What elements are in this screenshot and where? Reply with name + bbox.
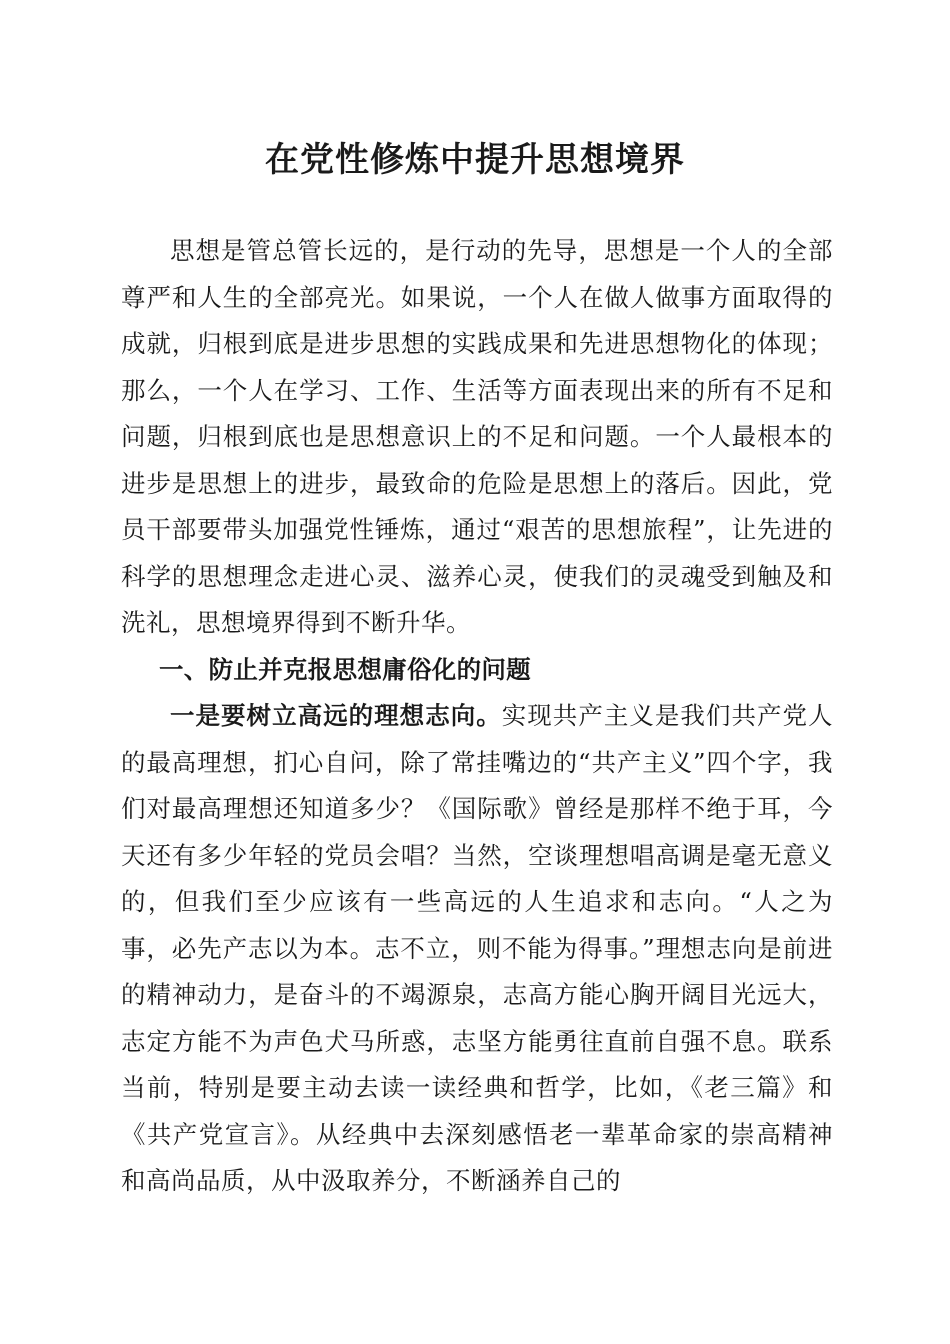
section-1-body-text: 实现共产主义是我们共产党人的最高理想，扪心自问，除了常挂嘴边的“共产主义”四个字，我们对最高理想还知道多少？《国际歌》曾经是那样不绝于耳，今天还有多少年轻的党员会唱？当然，空谈理想唱高调是毫无意义的，但我们至少应该有一些高远的人生追求和志向。“人之为事，必先产志以为本。志不立，则不能为得事。”理想志向是前进的精神动力，是奋斗的不竭源泉，志高方能心胸开阔目光远大，志定方能不为声色犬马所惑，志坚方能勇往直前自强不息。联系当前，特别是要主动去读一读经典和哲学，比如，《老三篇》和《共产党宣言》。从经典中去深刻感悟老一辈革命家的崇高精神和高尚品质，从中汲取养分，不断涵养自己的 bbox=[121, 701, 834, 1195]
intro-paragraph: 思想是管总管长远的，是行动的先导，思想是一个人的全部尊严和人生的全部亮光。如果说，一个人在做人做事方面取得的成就，归根到底是进步思想的实践成果和先进思想物化的体现；那么，一个人在学习、工作、生活等方面表现出来的所有不足和问题，归根到底也是思想意识上的不足和问题。一个人最根本的进步是思想上的进步，最致命的危险是思想上的落后。因此，党员干部要带头加强党性锤炼，通过“艰苦的思想旅程”，让先进的科学的思想理念走进心灵、滋养心灵，使我们的灵魂受到触及和洗礼，思想境界得到不断升华。 bbox=[121, 236, 833, 637]
section-1-paragraph bbox=[121, 693, 833, 1205]
document-body bbox=[121, 228, 833, 1205]
section-heading-1: 一、防止并克报思想庸俗化的问题 bbox=[158, 654, 531, 684]
section-1-lead-sentence: 一是要树立高远的理想志向。 bbox=[170, 701, 502, 730]
document-title: 在党性修炼中提升思想境界 bbox=[265, 140, 685, 180]
